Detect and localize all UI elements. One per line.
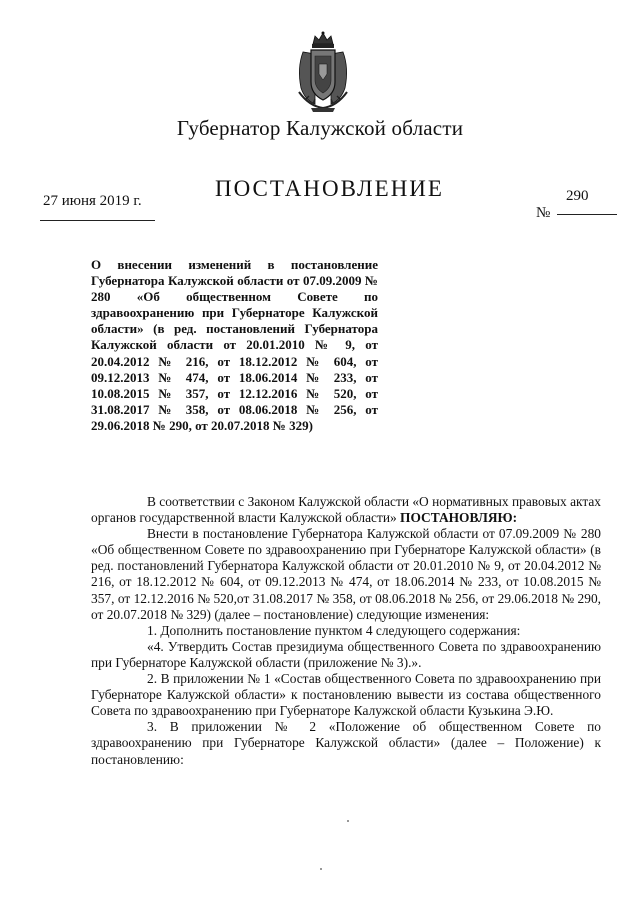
scan-speck <box>347 820 349 822</box>
preamble-decree-word: ПОСТАНОВЛЯЮ: <box>400 510 518 526</box>
document-number-label: № <box>536 205 551 221</box>
scan-speck <box>320 868 322 870</box>
document-type-heading: ПОСТАНОВЛЕНИЕ <box>215 176 444 201</box>
coat-of-arms-icon <box>293 30 353 112</box>
authority-title: Губернатор Калужской области <box>176 116 464 140</box>
preamble-paragraph <box>91 494 601 526</box>
number-underline <box>557 214 617 215</box>
paragraph-main: Внести в постановление Губернатора Калужской области от 07.09.2009 № 280 «Об общественном Совете по здравоохранению при Губернаторе Калужской области» (в ред. постановлений Губернатора Калужской области от 20.01.2010 № 9, от 20.04.2012 № 216, от 18.12.2012 № 604, от 09.12.2013 № 474, от 18.06.2014 № 233, от 10.08.2015 № 357, от 12.12.2016 № 520,от 31.08.2017 № 358, от 08.06.2018 № 256, от 29.06.2018 № 290, от 20.07.2018 № 329) (далее – постановление) следующие изменения: <box>91 526 601 622</box>
item-1: 1. Дополнить постановление пунктом 4 следующего содержания: <box>147 622 521 638</box>
date-underline <box>40 220 155 221</box>
document-body <box>91 494 601 768</box>
preamble-text: В соответствии с Законом Калужской области «О нормативных правовых актах органов государственной власти Калужской области» <box>91 494 601 526</box>
document-number: 290 <box>566 188 589 204</box>
item-1-quote: «4. Утвердить Состав президиума общественного Совета по здравоохранению при Губернаторе Калужской области (приложение № 3).». <box>91 638 601 670</box>
document-date: 27 июня 2019 г. <box>43 193 142 209</box>
item-3: 3. В приложении № 2 «Положение об общественном Совете по здравоохранению при Губернаторе Калужской области» (далее – Положение) к постановлению: <box>91 719 601 767</box>
document-subject: О внесении изменений в постановление Губернатора Калужской области от 07.09.2009 № 280 «Об общественном Совете по здравоохранению при Губернаторе Калужской области» (в ред. постановлений Губернатора Калужской области от 20.01.2010 № 9, от 20.04.2012 № 216, от 18.12.2012 № 604, от 09.12.2013 № 474, от 18.06.2014 № 233, от 10.08.2015 № 357, от 12.12.2016 № 520, от 31.08.2017 № 358, от 08.06.2018 № 256, от 29.06.2018 № 290, от 20.07.2018 № 329) <box>91 257 378 433</box>
item-2: 2. В приложении № 1 «Состав общественного Совета по здравоохранению при Губернаторе Калужской области» к постановлению вывести из состава общественного Совета по здравоохранению при Губернаторе Калужской области Кузькина Э.Ю. <box>91 671 601 719</box>
